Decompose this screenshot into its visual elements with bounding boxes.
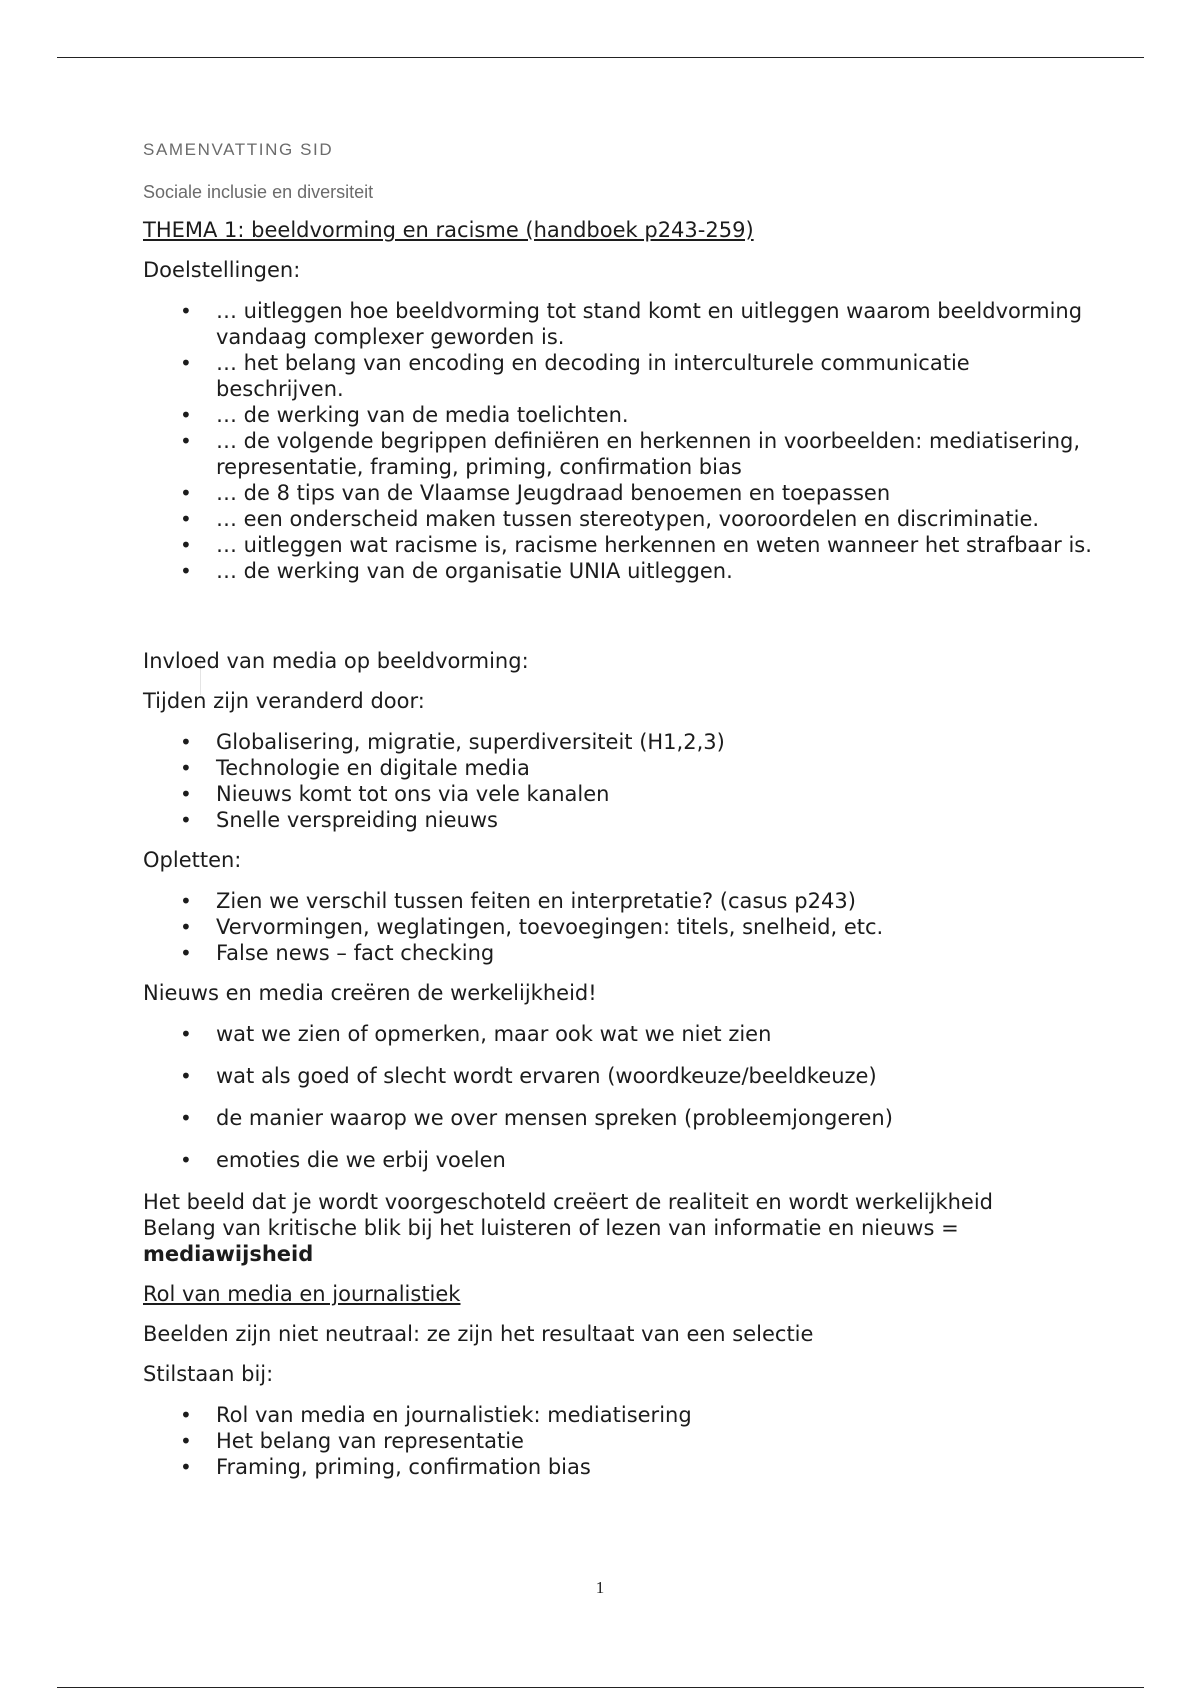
list-item: • Globalisering, migratie, superdiversiteit (H1,2,3) <box>143 729 1093 755</box>
changed-list <box>143 729 1093 833</box>
top-rule <box>57 57 1144 58</box>
list-item: • wat we zien of opmerken, maar ook wat we niet zien <box>143 1021 1093 1047</box>
reality-label: Nieuws en media creëren de werkelijkheid! <box>143 981 597 1005</box>
neutral-line: Beelden zijn niet neutraal: ze zijn het resultaat van een selectie <box>143 1322 814 1346</box>
list-item: • Vervormingen, weglatingen, toevoegingen: titels, snelheid, etc. <box>143 914 1093 940</box>
goals-label: Doelstellingen: <box>143 258 301 282</box>
attention-list <box>143 888 1093 966</box>
list-item: • de manier waarop we over mensen spreken (probleemjongeren) <box>143 1105 1093 1131</box>
list-item: • Technologie en digitale media <box>143 755 1093 781</box>
page-number: 1 <box>595 1578 605 1597</box>
list-item: • emoties die we erbij voelen <box>143 1147 1093 1173</box>
document-page <box>143 140 1093 1494</box>
list-item: • … een onderscheid maken tussen stereotypen, vooroordelen en discriminatie. <box>143 506 1093 532</box>
critical-term: mediawijsheid <box>143 1242 314 1266</box>
list-item: • Zien we verschil tussen feiten en interpretatie? (casus p243) <box>143 888 1093 914</box>
list-item: • Het belang van representatie <box>143 1428 1093 1454</box>
document-subtitle: Sociale inclusie en diversiteit <box>143 182 374 202</box>
list-item: • … de werking van de media toelichten. <box>143 402 1093 428</box>
list-item: • Nieuws komt tot ons via vele kanalen <box>143 781 1093 807</box>
role-heading: Rol van media en journalistiek <box>143 1282 461 1306</box>
list-item: • … de 8 tips van de Vlaamse Jeugdraad benoemen en toepassen <box>143 480 1093 506</box>
list-item: • … uitleggen hoe beeldvorming tot stand komt en uitleggen waarom beeldvorming vandaag complexer geworden is. <box>143 298 1093 350</box>
list-item: • … uitleggen wat racisme is, racisme herkennen en weten wanneer het strafbaar is. <box>143 532 1093 558</box>
goals-list <box>143 298 1093 584</box>
list-item: • … de volgende begrippen definiëren en herkennen in voorbeelden: mediatisering, representatie, framing, priming, confirmation bias <box>143 428 1093 480</box>
document-overtitle: SAMENVATTING SID <box>143 140 334 159</box>
critical-line: Belang van kritische blik bij het luisteren of lezen van informatie en nieuws = <box>143 1216 959 1240</box>
list-item: • … het belang van encoding en decoding in interculturele communicatie beschrijven. <box>143 350 1093 402</box>
changed-label: Tijden zijn veranderd door: <box>143 689 425 713</box>
reality-list <box>143 1021 1093 1173</box>
list-item: • Rol van media en journalistiek: mediatisering <box>143 1402 1093 1428</box>
bottom-rule <box>57 1687 1144 1688</box>
reflect-label: Stilstaan bij: <box>143 1362 274 1386</box>
attention-label: Opletten: <box>143 848 242 872</box>
list-item: • False news – fact checking <box>143 940 1093 966</box>
thema-heading: THEMA 1: beeldvorming en racisme (handboek p243-259) <box>143 218 754 242</box>
list-item: • … de werking van de organisatie UNIA uitleggen. <box>143 558 1093 584</box>
list-item: • Framing, priming, confirmation bias <box>143 1454 1093 1480</box>
reflect-list <box>143 1402 1093 1480</box>
list-item: • wat als goed of slecht wordt ervaren (woordkeuze/beeldkeuze) <box>143 1063 1093 1089</box>
list-item: • Snelle verspreiding nieuws <box>143 807 1093 833</box>
influence-heading: Invloed van media op beeldvorming: <box>143 649 529 673</box>
image-line: Het beeld dat je wordt voorgeschoteld creëert de realiteit en wordt werkelijkheid <box>143 1190 993 1214</box>
